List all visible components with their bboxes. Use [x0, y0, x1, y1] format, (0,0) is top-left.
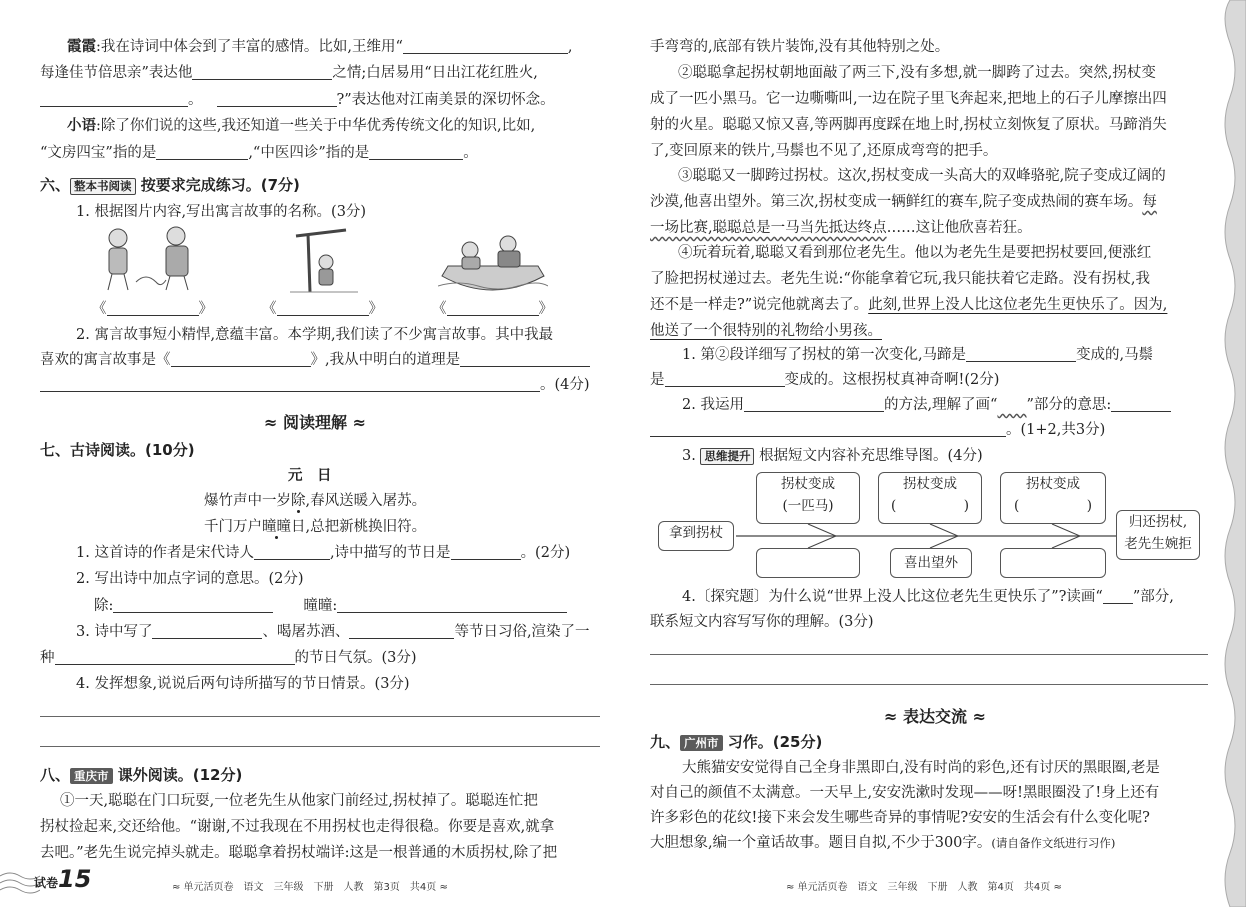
speaker-xiaoyu: 小语: [67, 117, 96, 134]
s2-line-2: [650, 417, 1105, 443]
text: :我在诗词中体会到了丰富的感情。比如,王维用“: [96, 39, 403, 55]
bracket: 《: [262, 301, 277, 317]
text: :除了你们说的这些,我还知道一些关于中华优秀传统文化的知识,比如,: [96, 118, 536, 134]
xiaoyu-line-1: [67, 113, 535, 139]
text: 的方法,理解了画“: [883, 397, 998, 413]
passage-line: 了,变回原来的铁片,马鬃也不见了,还原成弯弯的把手。: [650, 143, 998, 159]
q8-heading: [40, 762, 242, 788]
answer-blank[interactable]: [107, 298, 199, 316]
q7-sub1: [76, 540, 570, 566]
s1-line-2: [650, 367, 999, 393]
passage-line: ①一天,聪聪在门口玩耍,一位老先生从他家门前经过,拐杖掉了。聪聪连忙把: [60, 793, 538, 809]
answer-blank[interactable]: [152, 621, 262, 639]
bracket: 》: [538, 301, 553, 317]
wave-ornament: ≈: [264, 413, 278, 432]
bracket: 《: [432, 301, 447, 317]
fable-answer-3: [432, 296, 553, 322]
right-page: [622, 0, 1246, 907]
underlined-text: 他送了一个很特别的礼物给小男孩。: [650, 323, 882, 339]
q7-sub2: 2. 写出诗中加点字词的意思。(2分): [76, 571, 304, 587]
text: 。: [463, 145, 478, 161]
footer-badge: [34, 866, 91, 896]
passage-line: ③聪聪又一脚跨过拐杖。这次,拐杖变成一头高大的双峰骆驼,院子变成辽阔的: [678, 168, 1166, 184]
underline-sample: [1103, 592, 1133, 604]
text: 1. 这首诗的作者是宋代诗人: [76, 545, 254, 561]
text: 4.〔探究题〕为什么说“世界上没人比这位老先生更快乐了”?读画“: [682, 589, 1103, 605]
q7-sub2-answers: [94, 593, 567, 619]
answer-blank[interactable]: [966, 344, 1076, 362]
mindmap-top-1: [756, 472, 860, 524]
q-number: 六、: [40, 176, 71, 194]
text: 每逢佳节倍思亲”表达他: [40, 65, 193, 81]
q6-sub2-line-2: [40, 347, 590, 373]
text: 。(2分): [520, 545, 571, 561]
answer-blank[interactable]: [744, 394, 884, 412]
mindmap-bottom-1[interactable]: [756, 548, 860, 578]
text: 喜出望外: [904, 555, 958, 571]
passage-line: 去吧。”老先生说完掉头就走。聪聪拿着拐杖端详:这是一根普通的木质拐杖,除了把: [40, 845, 558, 861]
text: (一匹马): [782, 498, 834, 514]
answer-blank[interactable]: [337, 595, 567, 613]
s2-line-1: [682, 392, 1171, 418]
answer-blank[interactable]: [277, 298, 369, 316]
q-number: 八、: [40, 766, 71, 784]
prompt-line: 许多彩色的花纹!接下来会发生哪些奇异的事情呢?安安的生活会有什么变化呢?: [650, 810, 1150, 826]
wavy-underlined-text: 一场比赛,聪聪总是一马当先抵达终点: [650, 220, 887, 236]
text: 千门万户: [204, 519, 262, 535]
text: 》,我从中明白的道理是: [310, 352, 461, 368]
q-number: 九、: [650, 733, 681, 751]
answer-blank[interactable]: [349, 621, 454, 639]
q6-sub1: 1. 根据图片内容,写出寓言故事的名称。(3分): [76, 204, 367, 220]
text: 拿到拐杖: [669, 525, 723, 541]
page-edge-decoration: [1216, 0, 1246, 907]
answer-blank[interactable]: [451, 542, 521, 560]
answer-line[interactable]: [650, 684, 1208, 685]
answer-blank[interactable]: [55, 647, 295, 665]
text: ,诗中描写的节日是: [329, 545, 451, 561]
text: 种: [40, 650, 55, 666]
q7-sub3-line-2: [40, 645, 417, 671]
q-title: 习作。(25分): [727, 733, 823, 751]
page-footer: ≈ 单元活页卷 语文 三年级 下册 人教 第4页 共4页 ≈: [786, 882, 1062, 893]
text: 归还拐杖,: [1128, 514, 1188, 530]
xiaxia-line-1: [67, 34, 573, 60]
text: 1. 第②段详细写了拐杖的第一次变化,马蹄是: [682, 347, 967, 363]
punct: ,: [567, 39, 573, 55]
prompt-line: [650, 830, 1115, 856]
text: 。: [188, 92, 203, 108]
wave-ornament: ≈: [884, 707, 898, 726]
wave-ornament: ≈: [972, 707, 986, 726]
s4-line-1: [682, 584, 1174, 610]
text: 还不是一样走?”说完他就离去了。: [650, 297, 869, 313]
s4-line-2: 联系短文内容写写你的理解。(3分): [650, 614, 874, 630]
q6-sub2-line-1: 2. 寓言故事短小精悍,意蕴丰富。本学期,我们读了不少寓言故事。其中我最: [76, 327, 554, 343]
answer-blank[interactable]: [665, 369, 785, 387]
passage-line: 成了一匹小黑马。它一边嘶嘶叫,一边在院子里飞奔起来,把地上的石子儿摩擦出四: [650, 91, 1167, 107]
prompt-line: 大熊猫安安觉得自己全身非黑即白,没有时尚的彩色,还有讨厌的黑眼圈,老是: [682, 760, 1160, 776]
q6-sub2-line-3: [40, 372, 590, 398]
s3-heading: [682, 443, 983, 469]
text: 喜欢的寓言故事是《: [40, 352, 171, 368]
q9-heading: [650, 729, 822, 755]
text: 等节日习俗,渲染了一: [454, 624, 590, 640]
text: “文房四宝”指的是: [40, 145, 157, 161]
fable-illustration-2: [290, 226, 360, 294]
fable-illustration-1: [96, 224, 206, 294]
answer-blank[interactable]: [40, 374, 540, 392]
q-title: 按要求完成练习。(7分): [140, 176, 300, 194]
text: 拐杖变成: [781, 476, 835, 492]
mindmap-bottom-3[interactable]: [1000, 548, 1106, 578]
passage-line: 了脸把拐杖递过去。老先生说:“你能拿着它玩,我只能扶着它走路。没有拐杖,我: [650, 271, 1151, 287]
answer-blank[interactable]: [192, 62, 332, 80]
wave-ornament: ≈: [352, 413, 366, 432]
fable-answer-1: [92, 296, 213, 322]
text: ,“中医四诊”指的是: [248, 145, 370, 161]
passage-line: 手弯弯的,底部有铁片装饰,没有其他特别之处。: [650, 39, 950, 55]
section-reading-heading: [240, 410, 390, 433]
dotted-word: 除: [291, 493, 306, 509]
passage-line: 射的火星。聪聪又惊又喜,等两脚再度踩在地上时,拐杖立刻恢复了原状。马蹄消失: [650, 117, 1167, 133]
left-page: [0, 0, 622, 907]
answer-blank[interactable]: [171, 349, 311, 367]
text: ……这让他欣喜若狂。: [886, 220, 1032, 236]
answer-blank[interactable]: [113, 595, 273, 613]
text: 。(1+2,共3分): [1006, 422, 1106, 438]
answer-blank[interactable]: [254, 542, 330, 560]
answer-blank[interactable]: [650, 419, 1006, 437]
fable-answer-2: [262, 296, 383, 322]
badge-number: 15: [58, 865, 92, 893]
text: 变成的。这根拐杖真神奇啊!(2分): [784, 372, 1000, 388]
text: 根据短文内容补充思维导图。(4分): [759, 448, 983, 464]
dotted-word: 曈曈: [262, 519, 291, 535]
xiaxia-line-2: [40, 60, 538, 86]
q7-heading: [40, 437, 195, 463]
poem-line-2: [204, 514, 426, 540]
text: 的节日气氛。(3分): [294, 650, 417, 666]
wavy-underlined-text: 每: [1142, 194, 1157, 210]
answer-blank[interactable]: [217, 89, 337, 107]
text: 是: [650, 372, 665, 388]
fable-illustration-3: [438, 226, 548, 294]
mindmap-start: [658, 521, 734, 551]
passage-line: 拐杖捡起来,交还给他。“谢谢,不过我现在不用拐杖也走得很稳。你要是喜欢,就拿: [40, 819, 555, 835]
text: 沙漠,他喜出望外。第三次,拐杖变成一辆鲜红的赛车,院子变成热闹的赛车场。: [650, 194, 1143, 210]
mindmap-top-3[interactable]: [1000, 472, 1106, 524]
poem-line-1: [204, 488, 426, 514]
text: 大胆想象,编一个童话故事。题目自拟,不少于300字。: [650, 835, 992, 851]
xiaxia-line-3: [40, 87, 555, 113]
text: ”部分,: [1132, 589, 1174, 605]
text: 日,总把新桃换旧符。: [291, 519, 427, 535]
wavy-sample: [997, 397, 1026, 413]
section-expression-heading: [860, 704, 1010, 727]
q8-region-tag: 重庆市: [70, 768, 113, 784]
text: 变成的,马鬃: [1076, 347, 1154, 363]
text: 拐杖变成: [1026, 476, 1080, 492]
text: ( ): [890, 498, 970, 514]
answer-blank[interactable]: [40, 89, 188, 107]
text: 3. 诗中写了: [76, 624, 153, 640]
bracket: 《: [92, 301, 107, 317]
q6-tag: 整本书阅读: [70, 178, 136, 195]
passage-line: [650, 318, 882, 344]
passage-line: [650, 189, 1157, 215]
text: ”部分的意思:: [1026, 397, 1112, 413]
text: ?”表达他对江南美景的深切怀念。: [336, 92, 555, 108]
underlined-text: 此刻,世界上没人比这位老先生更快乐了。因为,: [868, 297, 1168, 313]
passage-line: [650, 215, 1032, 241]
answer-blank[interactable]: [369, 142, 463, 160]
passage-line: ④玩着玩着,聪聪又看到那位老先生。他以为老先生是要把拐杖要回,便涨红: [678, 245, 1152, 261]
prompt-line: 对自己的颜值不太满意。一天早上,安安洗漱时发现——呀!黑眼圈没了!身上还有: [650, 785, 1160, 801]
passage-line: [650, 292, 1167, 318]
bracket: 》: [368, 301, 383, 317]
text: 2. 我运用: [682, 397, 744, 413]
speaker-xiaxia: 霞霞: [67, 38, 96, 55]
text: 之情;白居易用“日出江花红胜火,: [332, 65, 538, 81]
text: 老先生婉拒: [1124, 536, 1192, 552]
answer-blank[interactable]: [447, 298, 539, 316]
q-number: 七、: [40, 441, 71, 459]
badge-label: 试卷: [34, 876, 59, 890]
answer-blank[interactable]: [460, 349, 590, 367]
bracket: 》: [198, 301, 213, 317]
xiaoyu-line-2: [40, 140, 478, 166]
word-label: 曈曈:: [303, 598, 338, 614]
text: (请自备作文纸进行习作): [991, 836, 1116, 850]
answer-blank[interactable]: [403, 36, 568, 54]
page-footer: ≈ 单元活页卷 语文 三年级 下册 人教 第3页 共4页 ≈: [172, 882, 448, 893]
mindmap-bottom-2: [890, 548, 972, 578]
q7-sub3-line-1: [76, 619, 590, 645]
text: 爆竹声中一岁: [204, 493, 291, 509]
q9-region-tag: 广州市: [680, 735, 723, 751]
answer-line[interactable]: [650, 654, 1208, 655]
answer-blank[interactable]: [1111, 394, 1171, 412]
text: 拐杖变成: [903, 476, 957, 492]
answer-line[interactable]: [40, 716, 600, 717]
q7-sub4: 4. 发挥想象,说说后两句诗所描写的节日情景。(3分): [76, 676, 410, 692]
text: ,春风送暖入屠苏。: [305, 493, 427, 509]
mindmap-end: [1116, 510, 1200, 560]
section-title: 表达交流: [902, 707, 967, 726]
text: ( ): [1013, 498, 1093, 514]
passage-line: ②聪聪拿起拐杖朝地面敲了两三下,没有多想,就一脚跨了过去。突然,拐杖变: [678, 65, 1156, 81]
q-title: 古诗阅读。(10分): [70, 441, 195, 459]
answer-line[interactable]: [40, 746, 600, 747]
section-title: 阅读理解: [282, 413, 347, 432]
s3-tag: 思维提升: [700, 448, 754, 465]
text: 3.: [682, 448, 696, 464]
poem-title: 元 日: [288, 467, 332, 484]
word-label: 除:: [94, 598, 114, 614]
mindmap-top-2[interactable]: [878, 472, 982, 524]
s1-line-1: [682, 342, 1153, 368]
q6-heading: [40, 172, 300, 198]
answer-blank[interactable]: [156, 142, 248, 160]
text: 、喝屠苏酒、: [262, 624, 350, 640]
text: 。(4分): [540, 377, 590, 393]
q-title: 课外阅读。(12分): [117, 766, 243, 784]
